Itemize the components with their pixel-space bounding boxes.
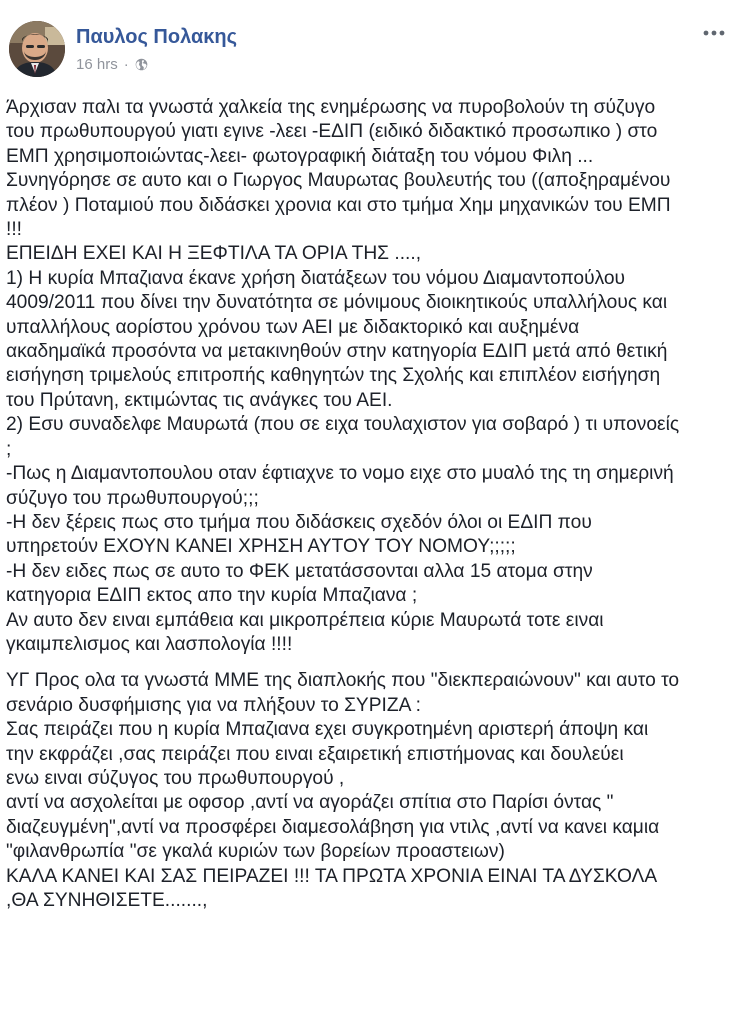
profile-photo: [9, 21, 65, 77]
author-name[interactable]: Παυλος Πολακης: [76, 26, 238, 48]
post-paragraph-main: Άρχισαν παλι τα γνωστά χαλκεία της ενημέρωσης να πυροβολούν τη σύζυγο του πρωθυπουργού γιατι εγινε -λεει -ΕΔΙΠ (ειδικό διδακτικό προσωπικο ) στο ΕΜΠ χρησιμοποιώντας-λεει- φωτογραφική διάταξη του νόμου Φιλη ... Συνηγόρησε σε αυτο και ο Γιωργος Μαυρωτας βουλευτής του ((αποξηραμένου πλέον ) Ποταμιού που διδάσκει χρονια και στο τμήμα Χημ μηχανικών του ΕΜΠ !!! ΕΠΕΙΔΗ ΕΧΕΙ ΚΑΙ Η ΞΕΦΤΙΛΑ ΤΑ ΟΡΙΑ ΤΗΣ ...., 1) Η κυρία Μπαζιανα έκανε χρήση διατάξεων του νόμου Διαμαντοπούλου 4009/2011 που δίνει την δυνατότητα σε μόνιμους διοικητικούς υπαλλήλους και υπαλλήλους αορίστου χρόνου των ΑΕΙ με διδακτορικό και αυξημένα ακαδημαϊκά προσόντα να μετακινηθούν στην κατηγορία ΕΔΙΠ μετά από θετική εισήγηση τριμελούς επιτροπής καθηγητών της Σχολής και επιπλέον εισήγηση του Πρύτανη, εκτιμώντας τις ανάγκες του ΑΕΙ. 2) Εσυ συναδελφε Μαυρωτά (που σε ειχα τουλαχιστον για σοβαρό ) τι υπονοείς ; -Πως η Διαμαντοπουλου οταν έφτιαχνε το νομο ειχε στο μυαλό της τη σημερινή σύζυγο του πρωθυπουργού;;; -Η δεν ξέρεις πως στο τμήμα που διδάσκεις σχεδόν όλοι οι ΕΔΙΠ που υπηρετούν ΕΧΟΥΝ ΚΑΝΕΙ ΧΡΗΣΗ ΑΥΤΟΥ ΤΟΥ ΝΟΜΟΥ;;;;; -Η δεν ειδες πως σε αυτο το ΦΕΚ μετατάσσονται αλλα 15 ατομα στην κατηγορια ΕΔΙΠ εκτος απο την κυρία Μπαζιανα ; Αν αυτο δεν ειναι εμπάθεια και μικροπρέπεια κύριε Μαυρωτά τοτε ειναι γκαιμπελισμος και λασπολογία !!!!: [6, 97, 680, 655]
meta-separator: ·: [123, 55, 129, 73]
post-timestamp[interactable]: 16 hrs: [76, 55, 118, 73]
post-header: [0, 0, 734, 90]
ellipsis-icon[interactable]: [701, 24, 727, 42]
avatar[interactable]: [9, 21, 65, 77]
post-body: [6, 96, 732, 913]
post-paragraph-ps: ΥΓ Προς ολα τα γνωστά ΜΜΕ της διαπλοκής που "διεκπεραιώνουν" και αυτο το σενάριο δυσφήμισης για να πλήξουν το ΣΥΡΙΖΑ : Σας πειράζει που η κυρία Μπαζιανα εχει συγκροτημένη αριστερή άποψη και την εκφράζει ,σας πειράζει που ειναι εξαιρετική επιστήμονας και δουλεύει ενω ειναι σύζυγος του πρωθυπουργού , αντί να ασχολείται με οφσορ ,αντί να αγοράζει σπίτια στο Παρίσι όντας " διαζευγμένη",αντί να προσφέρει διαμεσολάβηση για ντιλς ,αντί να κανει καμια "φιλανθρωπία "σε γκαλά κυριών των βορείων προαστειων) ΚΑΛΑ ΚΑΝΕΙ ΚΑΙ ΣΑΣ ΠΕΙΡΑΖΕΙ !!! ΤΑ ΠΡΩΤΑ ΧΡΟΝΙΑ ΕΙΝΑΙ ΤΑ ΔΥΣΚΟΛΑ ,ΘΑ ΣΥΝΗΘΙΣΕΤΕ.......,: [6, 670, 680, 911]
post-meta: [76, 55, 148, 73]
globe-icon[interactable]: [135, 58, 148, 71]
